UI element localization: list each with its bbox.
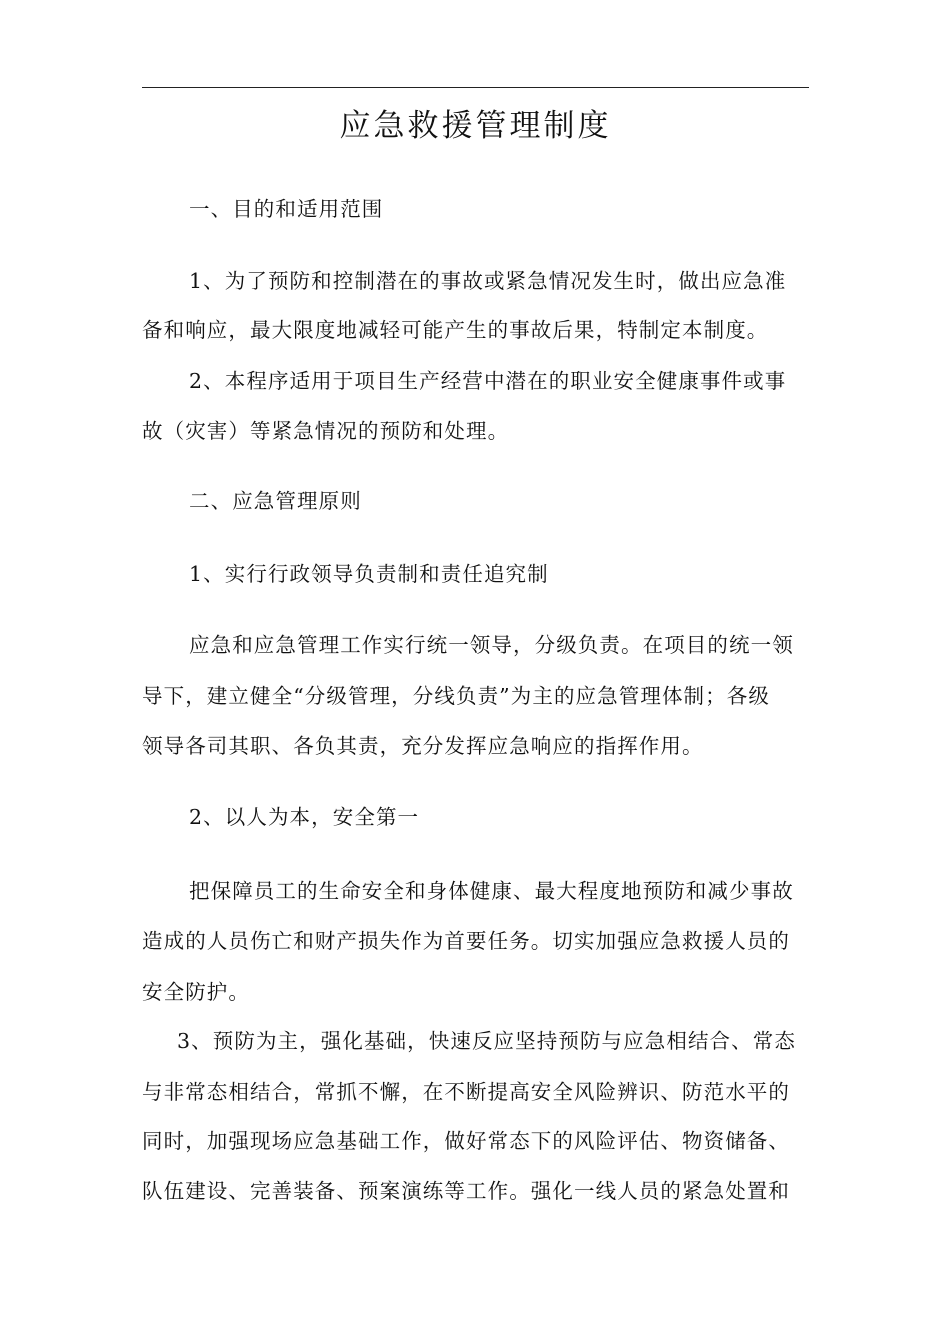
paragraph-line: 把保障员工的生命安全和身体健康、最大程度地预防和减少事故 bbox=[189, 879, 794, 903]
paragraph-line: 安全防护。 bbox=[142, 980, 250, 1004]
section-heading-2: 二、应急管理原则 bbox=[189, 489, 362, 513]
paragraph-line: 2、本程序适用于项目生产经营中潜在的职业安全健康事件或事 bbox=[189, 369, 787, 393]
paragraph-line: 与非常态相结合，常抓不懈，在不断提高安全风险辨识、防范水平的 bbox=[142, 1080, 790, 1104]
paragraph-line: 故（灾害）等紧急情况的预防和处理。 bbox=[142, 419, 510, 443]
subsection-heading: 2、以人为本，安全第一 bbox=[189, 805, 420, 829]
header-rule bbox=[142, 87, 809, 88]
section-heading-1: 一、目的和适用范围 bbox=[189, 197, 384, 221]
paragraph-line: 导下，建立健全“分级管理，分线负责”为主的应急管理体制；各级 bbox=[142, 684, 770, 708]
paragraph-line: 队伍建设、完善装备、预案演练等工作。强化一线人员的紧急处置和 bbox=[142, 1179, 790, 1203]
paragraph-line: 备和响应，最大限度地减轻可能产生的事故后果，特制定本制度。 bbox=[142, 318, 769, 342]
paragraph-line: 同时，加强现场应急基础工作，做好常态下的风险评估、物资储备、 bbox=[142, 1129, 790, 1153]
subsection-heading: 1、实行行政领导负责制和责任追究制 bbox=[189, 562, 549, 586]
document-title: 应急救援管理制度 bbox=[339, 108, 612, 144]
paragraph-line: 领导各司其职、各负其责，充分发挥应急响应的指挥作用。 bbox=[142, 734, 704, 758]
paragraph-line: 造成的人员伤亡和财产损失作为首要任务。切实加强应急救援人员的 bbox=[142, 929, 790, 953]
paragraph-line: 3、预防为主，强化基础，快速反应坚持预防与应急相结合、常态 bbox=[177, 1029, 796, 1053]
paragraph-line: 应急和应急管理工作实行统一领导，分级负责。在项目的统一领 bbox=[189, 633, 794, 657]
paragraph-line: 1、为了预防和控制潜在的事故或紧急情况发生时，做出应急准 bbox=[189, 269, 787, 293]
